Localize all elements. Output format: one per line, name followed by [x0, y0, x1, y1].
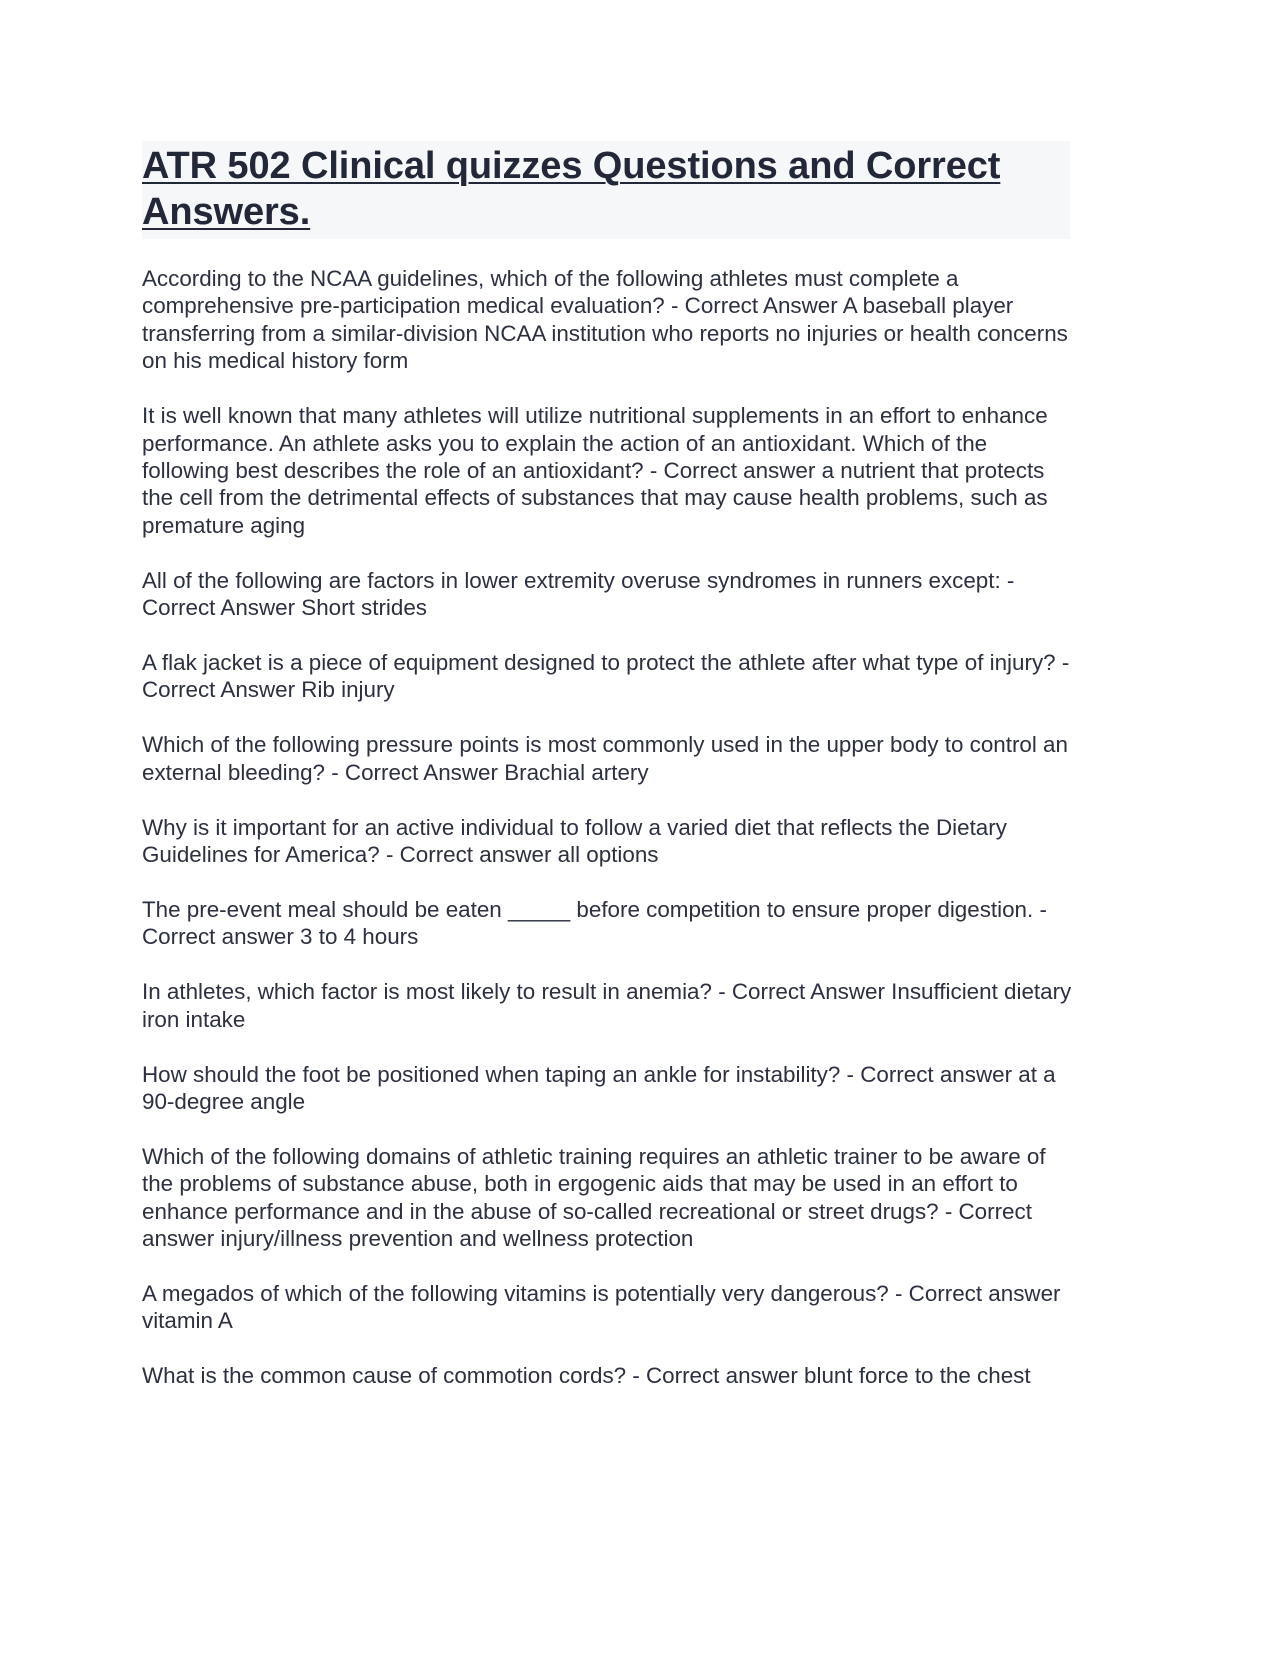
qa-item [142, 567, 1072, 622]
answer-text: Insufficient dietary iron intake [142, 979, 1072, 1032]
answer-text: a nutrient that protects the cell from the detrimental effects of substances that may cause health problems, such as premature aging [142, 457, 1048, 538]
answer-label: Correct answer [399, 842, 552, 867]
question-text: All of the following are factors in lower extremity overuse syndromes in runners except: [142, 567, 1001, 593]
separator: - [664, 293, 685, 319]
separator: - [379, 842, 400, 867]
answer-text: Rib injury [301, 677, 395, 703]
question-text: Why is it important for an active individual to follow a varied diet that reflects the Dietary Guidelines for America? [142, 814, 1007, 867]
question-text: It is well known that many athletes will utilize nutritional supplements in an effort to enhance performance. An athlete asks you to explain the action of an antioxidant. Which of the following best describes the role of an antioxidant? [142, 403, 1048, 483]
answer-text: blunt force to the chest [804, 1363, 1031, 1389]
separator: - [711, 979, 732, 1005]
question-text: How should the foot be positioned when taping an ankle for instability? [142, 1061, 841, 1087]
question-text: According to the NCAA guidelines, which of the following athletes must complete a comprehensive pre-participation medical evaluation? [142, 266, 959, 319]
qa-item [142, 649, 1072, 704]
answer-label: Correct answer [142, 1198, 1032, 1252]
separator: - [888, 1280, 909, 1306]
qa-item [142, 978, 1072, 1033]
qa-item [142, 896, 1072, 951]
qa-item [142, 1061, 1072, 1116]
answer-text: Brachial artery [504, 759, 649, 785]
answer-text: Short strides [301, 595, 427, 621]
separator: - [1033, 896, 1047, 922]
answer-text: at a 90-degree angle [142, 1061, 1056, 1114]
document-page [142, 141, 1070, 1417]
answer-label: Correct answer [860, 1061, 1013, 1087]
question-text: Which of the following pressure points is most commonly used in the upper body to control an external bleeding? [142, 732, 1068, 785]
answer-text: injury/illness prevention and wellness protection [220, 1226, 694, 1252]
question-text: What is the common cause of commotion cords? [142, 1363, 627, 1389]
answer-label: Correct answer [908, 1280, 1061, 1306]
answer-label: Correct answer [663, 457, 816, 483]
question-text: A flak jacket is a piece of equipment designed to protect the athlete after what type of injury? [142, 649, 1056, 675]
document-title: ATR 502 Clinical quizzes Questions and Correct Answers. [142, 145, 1001, 233]
question-text: The pre-event meal should be eaten _____ before competition to ensure proper digestion. [142, 896, 1034, 922]
separator: - [626, 1363, 646, 1389]
qa-item [142, 402, 1072, 539]
qa-item [142, 814, 1072, 869]
qa-item [142, 265, 1072, 375]
separator: - [643, 457, 664, 483]
answer-label: Correct Answer [731, 979, 885, 1005]
separator: - [325, 759, 345, 785]
answer-label: Correct answer [646, 1363, 798, 1389]
answer-label: Correct Answer [344, 759, 498, 785]
title-block [142, 141, 1070, 239]
answer-label: Correct Answer [684, 293, 838, 319]
answer-label: Correct Answer [142, 595, 296, 621]
separator: - [1055, 649, 1070, 675]
answer-text: all options [557, 842, 659, 867]
answer-text: vitamin A [142, 1308, 233, 1334]
question-text: In athletes, which factor is most likely to result in anemia? [142, 979, 712, 1005]
answer-label: Correct Answer [142, 677, 296, 703]
question-text: A megados of which of the following vitamins is potentially very dangerous? [142, 1280, 889, 1306]
qa-list [142, 265, 1070, 1390]
qa-item [142, 1280, 1072, 1335]
qa-item [142, 731, 1072, 786]
qa-item [142, 1143, 1072, 1253]
answer-text: 3 to 4 hours [300, 924, 419, 950]
separator: - [840, 1061, 861, 1087]
question-text: Which of the following domains of athletic training requires an athletic trainer to be aware of the problems of substance abuse, both in ergogenic aids that may be used in an effort to enhance performance and in the abuse of so-called recreational or street drugs? [142, 1143, 1046, 1224]
answer-label: Correct answer [142, 924, 294, 950]
separator: - [1000, 567, 1015, 593]
separator: - [938, 1198, 959, 1224]
qa-item [142, 1362, 1072, 1389]
answer-text: A baseball player transferring from a similar-division NCAA institution who reports no injuries or health concerns on his medical history form [142, 293, 1068, 374]
